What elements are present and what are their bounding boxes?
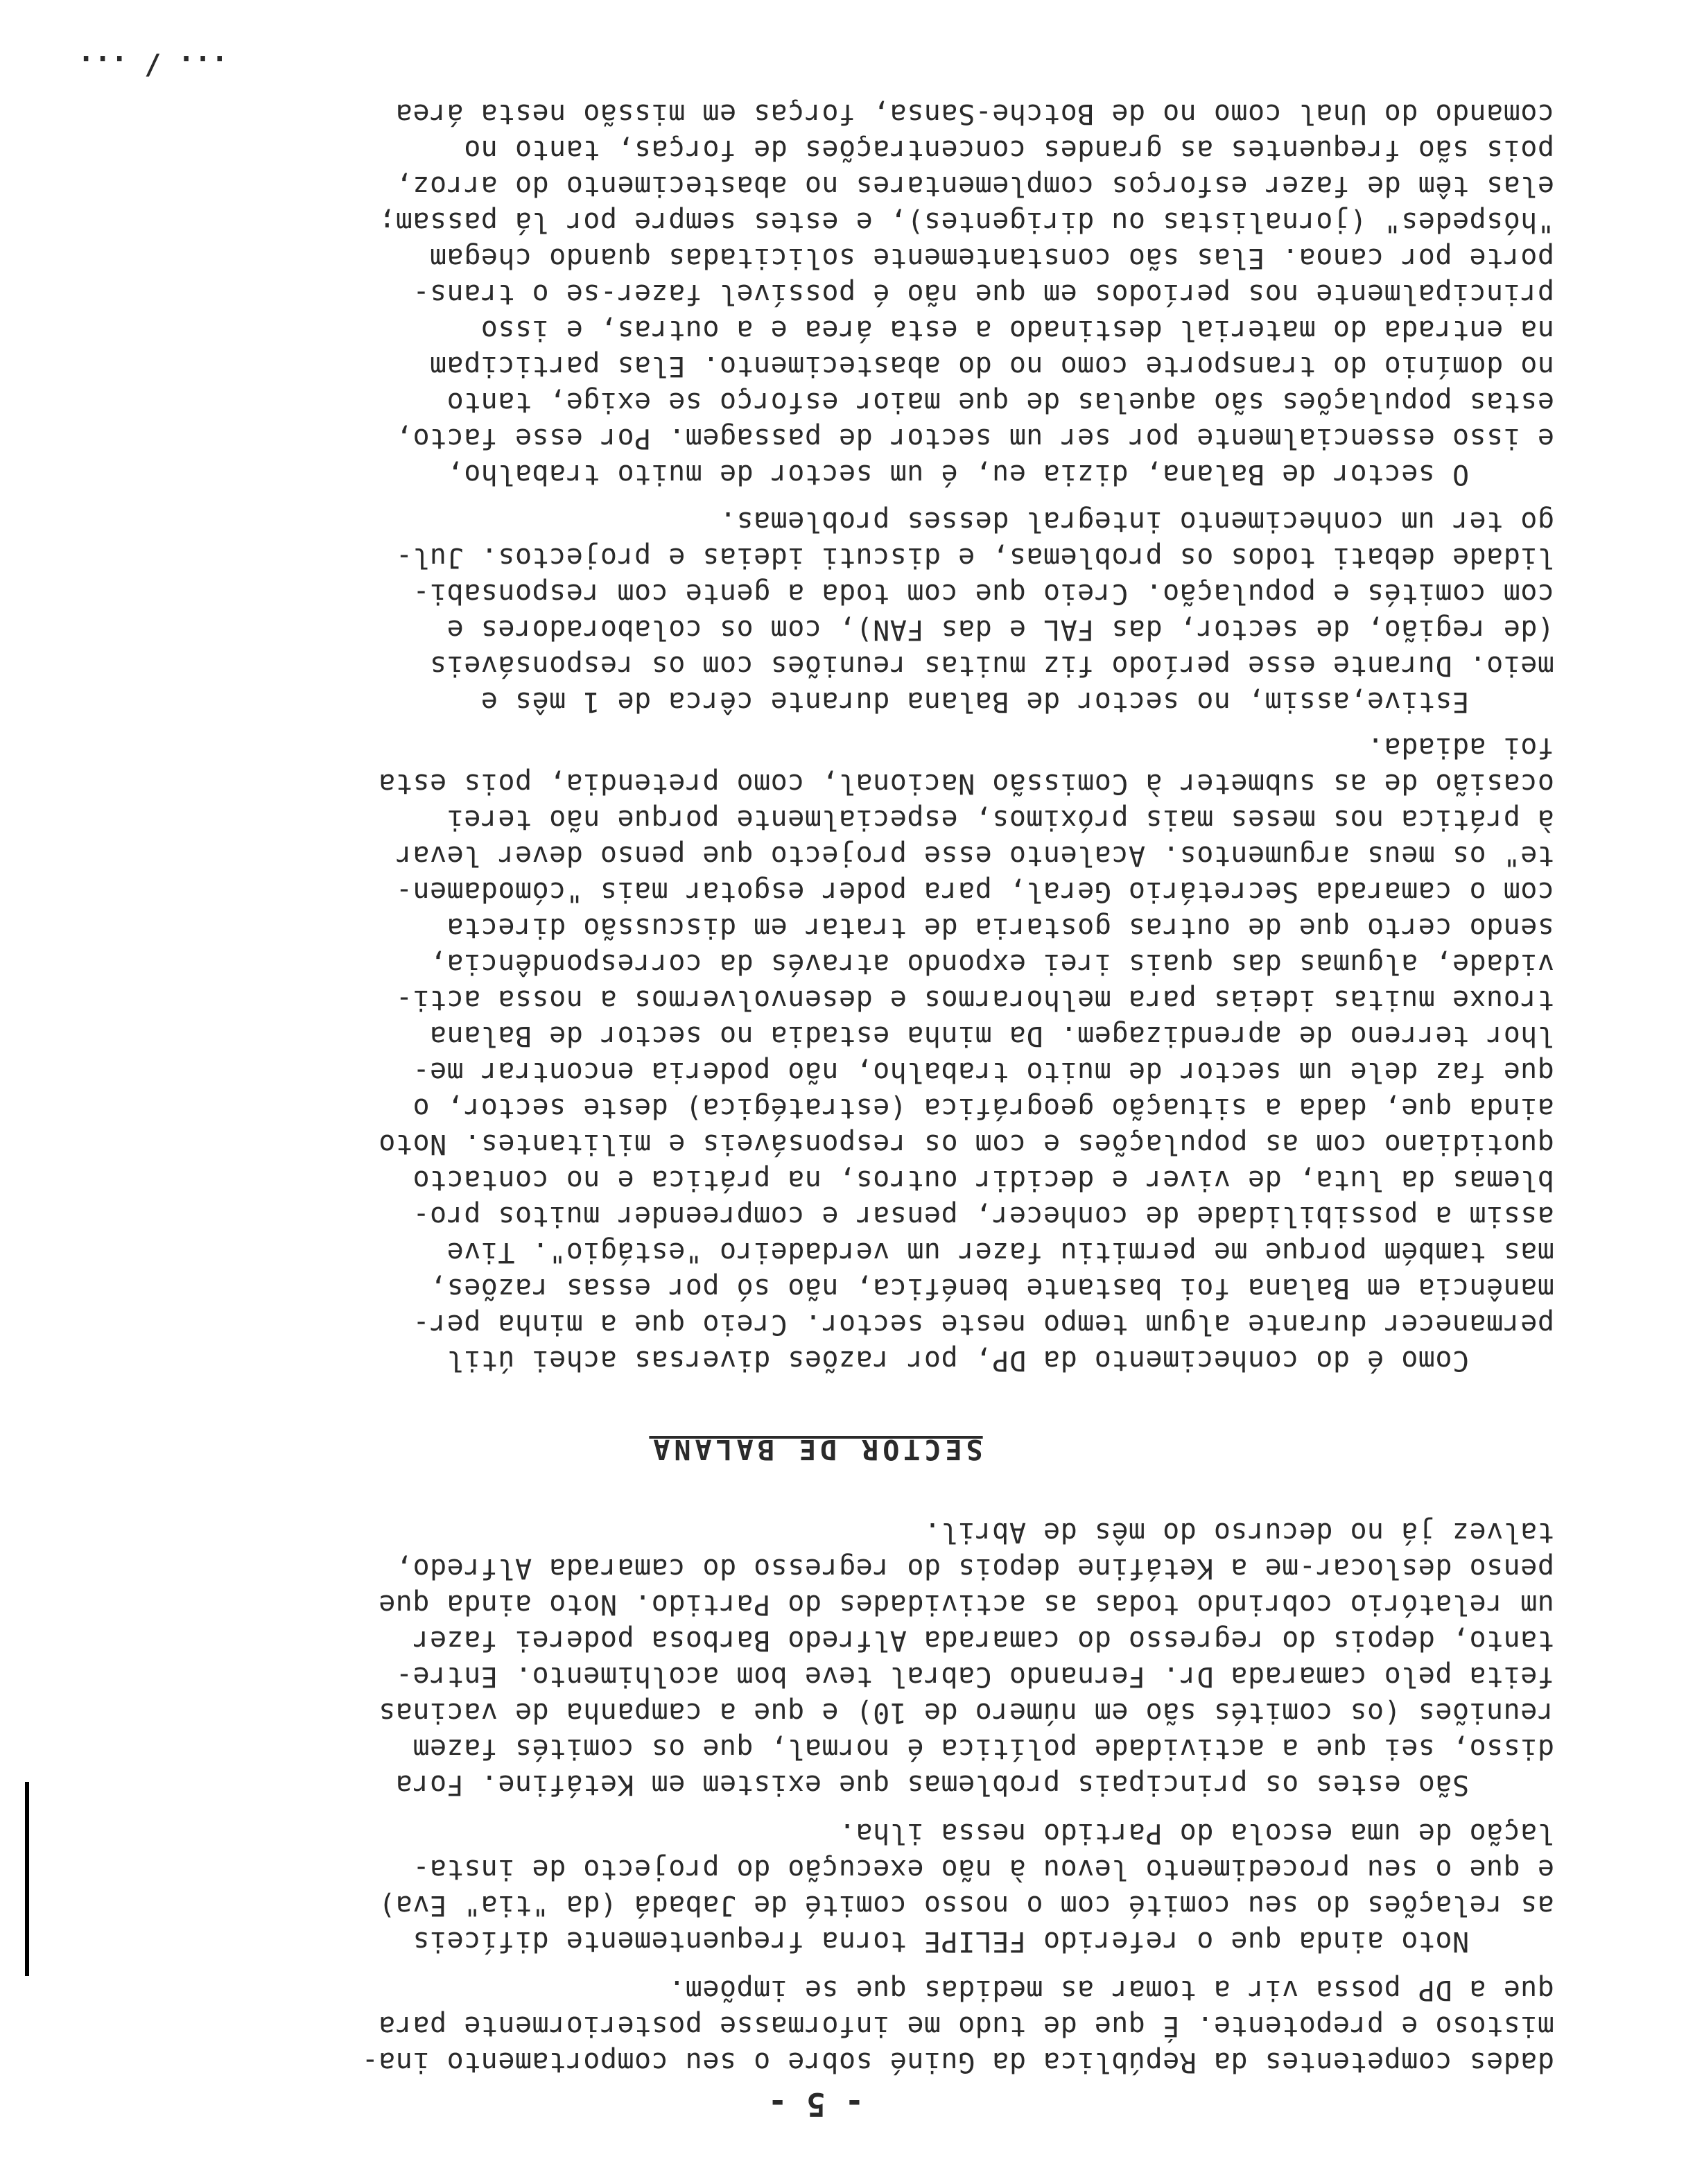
text-line: manência em Balana foi bastante benéfica, não só por essas razões, (429, 1272, 1554, 1304)
text-line: São estes os principais problemas que existem em Ketáfine. Fora (395, 1769, 1554, 1801)
text-line: à prática nos meses mais próximos, especialmente porque não terei (446, 804, 1554, 835)
text-line: comando do Unal como no de Botche-Sansa, forças em missão nesta área (395, 98, 1554, 130)
text-line: meio. Durante esse período fiz muitas reuniões com os responsáveis (429, 650, 1554, 682)
section-heading: SECTOR DE BALANA (649, 1433, 983, 1465)
text-line: talvez já no decurso do mês de Abril. (923, 1516, 1554, 1548)
text-line: sendo certo que de outras gostaria de tratar em discussão directa (446, 912, 1554, 944)
text-line: permanecer durante algum tempo neste sector. Creio que a minha per- (412, 1308, 1554, 1340)
text-line: penso deslocar-me a Ketáfine depois do regresso do camarada Alfredo, (395, 1552, 1554, 1584)
text-line: mistoso e prepotente. É que de tudo me informasse posteriormente para (378, 2010, 1554, 2042)
text-line: foi adiada. (1366, 731, 1554, 763)
text-line: feita pelo camarada Dr. Fernando Cabral teve bom acolhimento. Entre- (395, 1661, 1554, 1692)
text-line: disso, sei que a actividade política é normal, que os comités fazem (412, 1733, 1554, 1765)
text-line: tanto, depois do regresso do camarada Alfredo Barbosa poderei fazer (412, 1624, 1554, 1656)
text-line: dades competentes da República da Guiné sobre o seu comportamento ina- (361, 2046, 1554, 2078)
text-line: trouxe muitas ideias para melhorarmos e desenvolvermos a nossa acti- (395, 984, 1554, 1016)
text-line: que faz dele um sector de muito trabalho, não poderia encontrar me- (412, 1056, 1554, 1088)
text-line: com o camarada Secretário Geral, para poder esgotar mais "cómodamen- (395, 876, 1554, 908)
text-line: quotidiano com as populações e com os responsáveis e militantes. Noto (378, 1128, 1554, 1160)
continuation-mark: ... / ... (78, 49, 228, 81)
text-line: ocasião de as submeter à Comissão Nacional, como pretendia, pois esta (378, 768, 1554, 799)
text-line: que a DP possa vir a tomar as medidas que se impõem. (668, 1974, 1554, 2006)
text-line: blemas da luta, de viver e decidir outros, na prática e no contacto (412, 1164, 1554, 1196)
text-line: Estive,assim, no sector de Balana durante cêrca de 1 mês e (480, 686, 1554, 718)
text-line: porte por canoa. Elas são constantemente solicitadas quando chegam (429, 242, 1554, 274)
text-line: estas populações são aquelas de que maior esforço se exige, tanto (446, 386, 1554, 418)
text-line: te" os meus argumentos. Acalento esse projecto que penso dever levar (395, 840, 1554, 872)
text-line: com comités e população. Creio que com toda a gente com responsabi- (412, 578, 1554, 609)
text-line: no domínio do transporte como no do abastecimento. Elas participam (429, 350, 1554, 382)
text-line: go ter um conhecimento integral desses problemas. (719, 505, 1554, 537)
text-line: Noto ainda que o referido FELIPE torna frequentemente difíceis (412, 1925, 1554, 1957)
text-line: assim a possibilidade de conhecer, pensar e compreender muitos pro- (412, 1200, 1554, 1232)
text-line: O sector de Balana, dizia eu, é um sector de muito trabalho, (446, 458, 1554, 490)
document-body (78, 49, 1554, 2184)
text-line: reuniões (os comités são em número de 10) e que a campanha de vacinas (378, 1697, 1554, 1728)
scan-edge-mark (25, 1782, 29, 1976)
text-line: (de região, de sector, das FAL e das FAN), com os colaboradores e (446, 614, 1554, 645)
text-line: vidade, algumas das quais irei expondo através da correspondência, (429, 948, 1554, 980)
page-number: - 5 - (767, 2086, 864, 2123)
text-line: na entrada do material destinado a esta área e a outras, e isso (480, 314, 1554, 346)
text-line: "hóspedes" (jornalistas ou dirigentes), e estes sempre por lá passam; (378, 206, 1554, 238)
text-line: elas têm de fazer esforços complementares no abastecimento do arroz, (395, 170, 1554, 202)
text-line: as relações do seu comité com o nosso comité de Jabadá (da "tia" Eva) (378, 1889, 1554, 1921)
text-line: e que o seu procedimento levou à não execução do projecto de insta- (412, 1853, 1554, 1885)
text-line: lação de uma escola do Partido nessa ilha. (838, 1817, 1554, 1849)
text-line: Como é do conhecimento da DP, por razões diversas achei útil (446, 1344, 1554, 1376)
text-line: lhor terreno de aprendizagem. Da minha estadia no sector de Balana (429, 1020, 1554, 1052)
text-line: e isso essencialmente por ser um sector de passagem. Por esse facto, (395, 422, 1554, 454)
text-line: lidade debati todos os problemas, e discuti ideias e projectos. Jul- (395, 541, 1554, 573)
text-line: mas também porque me permitiu fazer um verdadeiro "estágio". Tive (446, 1236, 1554, 1268)
text-line: ainda que, dada a situação geográfica (estratégica) deste sector, o (412, 1092, 1554, 1124)
text-line: pois são frequentes as grandes concentrações de forças, tanto no (463, 134, 1554, 166)
text-line: principalmente nos períodos em que não é possível fazer-se o trans- (412, 278, 1554, 310)
text-line: um relatório cobrindo todas as actividades do Partido. Noto ainda que (378, 1588, 1554, 1620)
